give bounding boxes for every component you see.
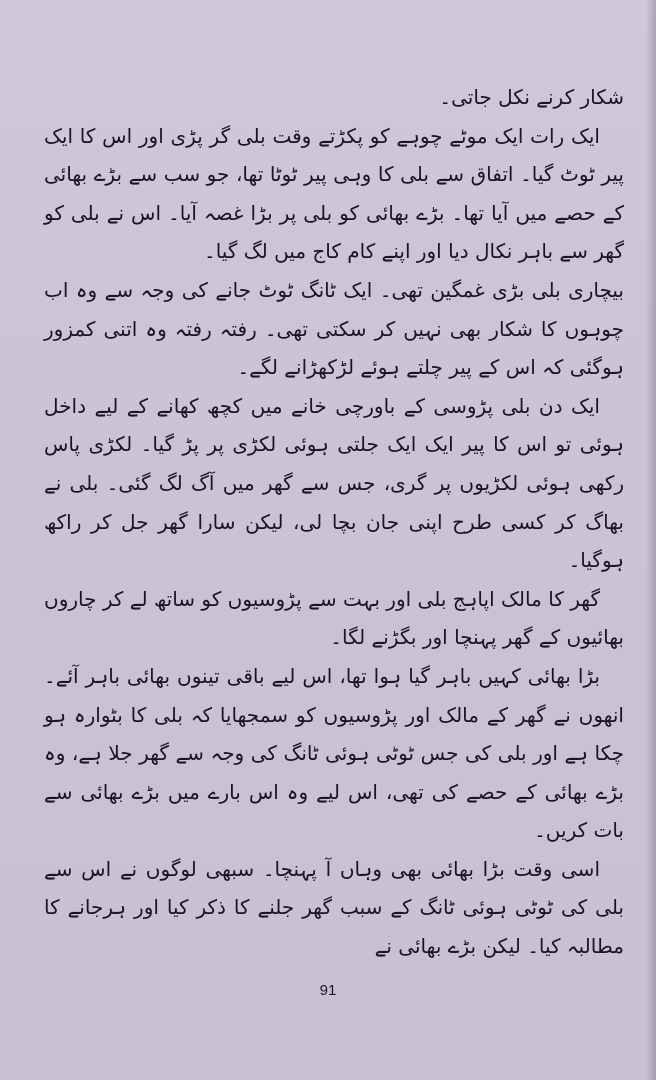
paragraph: ایک رات ایک موٹے چوہے کو پکڑتے وقت بلی گر پڑی اور اس کا ایک پیر ٹوٹ گیا۔ اتفاق سے بلی کا وہی پیر ٹوٹا تھا، جو سب سے بڑے بھائی کے حصے میں آیا تھا۔ بڑے بھائی کو بلی پر بڑا غصہ آیا۔ اس نے بلی کو گھر سے باہر نکال دیا اور اپنے کام کاج میں لگ گیا۔ — [44, 123, 624, 264]
paragraph: اسی وقت بڑا بھائی بھی وہاں آ پہنچا۔ سبھی لوگوں نے اس سے بلی کی ٹوٹی ہوئی ٹانگ کے سبب گھر جلنے کا ذکر کیا اور ہرجانے کا مطالبہ کیا۔ لیکن بڑے بھائی نے — [44, 856, 624, 959]
paragraph: گھر کا مالک اپاہج بلی اور بہت سے پڑوسیوں کو ساتھ لے کر چاروں بھائیوں کے گھر پہنچا اور بگڑنے لگا۔ — [44, 586, 624, 650]
paragraph: بڑا بھائی کہیں باہر گیا ہوا تھا، اس لیے باقی تینوں بھائی باہر آئے۔ انھوں نے گھر کے مالک اور پڑوسیوں کو سمجھایا کہ بلی کا بٹوارہ ہو چکا ہے اور بلی کی جس ٹوٹی ہوئی ٹانگ کی وجہ سے گھر جلا ہے، وہ بڑے بھائی کے حصے کی تھی، اس لیے وہ اس بارے میں بڑے بھائی سے بات کریں۔ — [44, 663, 624, 843]
paragraph: ایک دن بلی پڑوسی کے باورچی خانے میں کچھ کھانے کے لیے داخل ہوئی تو اس کا پیر ایک ایک جلتی ہوئی لکڑی پر پڑ گیا۔ لکڑی پاس رکھی ہوئی لکڑیوں پر گری، جس سے گھر میں آگ لگ گئی۔ بلی نے بھاگ کر کسی طرح اپنی جان بچا لی، لیکن سارا گھر جل کر راکھ ہوگیا۔ — [44, 393, 624, 573]
story-text — [44, 78, 624, 966]
paragraph: بیچاری بلی بڑی غمگین تھی۔ ایک ٹانگ ٹوٹ جانے کی وجہ سے وہ اب چوہوں کا شکار بھی نہیں کر سکتی تھی۔ رفتہ رفتہ وہ اتنی کمزور ہوگئی کہ اس کے پیر چلتے ہوئے لڑکھڑانے لگے۔ — [44, 277, 624, 380]
paragraph: شکار کرنے نکل جاتی۔ — [439, 85, 624, 109]
page-edge-shadow — [646, 0, 656, 1080]
page-number: 91 — [319, 982, 337, 999]
